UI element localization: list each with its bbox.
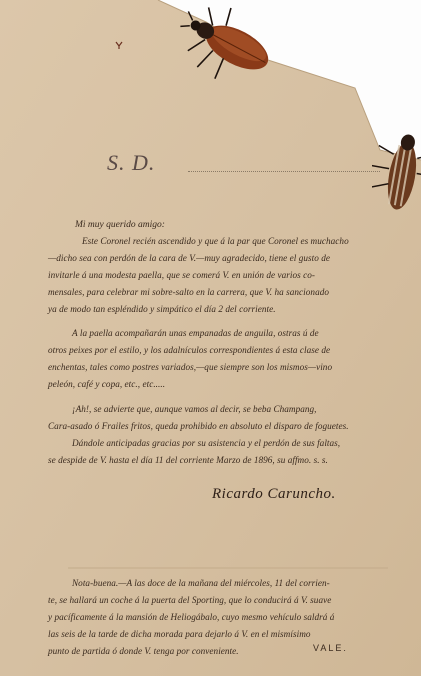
body-line: A la paella acompañarán unas empanadas de anguila, ostras ú de xyxy=(72,328,319,338)
nota-line: y pacíficamente á la mansión de Heliogábalo, cuyo mesmo vehículo saldrá á xyxy=(48,612,335,622)
body-line: ya de modo tan espléndido y simpático el día 2 del corriente. xyxy=(48,304,276,314)
body-line: Cara-asado ó Frailes fritos, queda prohibido en absoluto el disparo de foguetes. xyxy=(48,421,349,431)
body-line: Dándole anticipadas gracias por su asistencia y el perdón de sus faltas, xyxy=(72,438,341,448)
nota-line: punto de partida ó donde V. tenga por conveniente. xyxy=(48,646,239,656)
nota-line: te, se hallará un coche á la puerta del Sporting, que lo conducirá á V. suave xyxy=(48,595,332,605)
beetle-illustration-top xyxy=(175,6,285,86)
greeting: Mi muy querido amigo: xyxy=(75,220,165,230)
nota-line: las seis de la tarde de dicha morada para dejarlo á V. en el mismísimo xyxy=(48,629,311,639)
signature: Ricardo Caruncho. xyxy=(212,486,336,502)
body-line: invitarle á una modesta paella, que se comerá V. en unión de varios co- xyxy=(48,270,315,280)
beetle-illustration-right xyxy=(372,128,421,224)
nota-line: Nota-buena.—A las doce de la mañana del miércoles, 11 del corrien- xyxy=(72,578,330,588)
body-line: —dicho sea con perdón de la cara de V.—muy agradecido, tiene el gusto de xyxy=(48,253,330,263)
body-line: peleón, café y copa, etc., etc..... xyxy=(48,379,166,389)
dotted-address-line xyxy=(188,171,380,172)
body-line: mensales, para celebrar mi sobre-salto en la carrera, que V. ha sancionado xyxy=(48,287,329,297)
body-line: se despide de V. hasta el día 11 del corriente Marzo de 1896, su affmo. s. s. xyxy=(48,455,328,465)
body-line: otros peixes por el estilo, y los adalnículos correspondientes á esta clase de xyxy=(48,345,331,355)
body-line: enchentas, tales como postres variados,—que siempre son los mismos—vino xyxy=(48,362,333,372)
body-line: Este Coronel recién ascendido y que á la par que Coronel es muchacho xyxy=(82,236,349,246)
salutation-mark: S. D. xyxy=(107,150,156,175)
closing-vale: VALE. xyxy=(313,643,348,653)
body-line: ¡Ah!, se advierte que, aunque vamos al decir, se beba Champang, xyxy=(72,404,317,414)
